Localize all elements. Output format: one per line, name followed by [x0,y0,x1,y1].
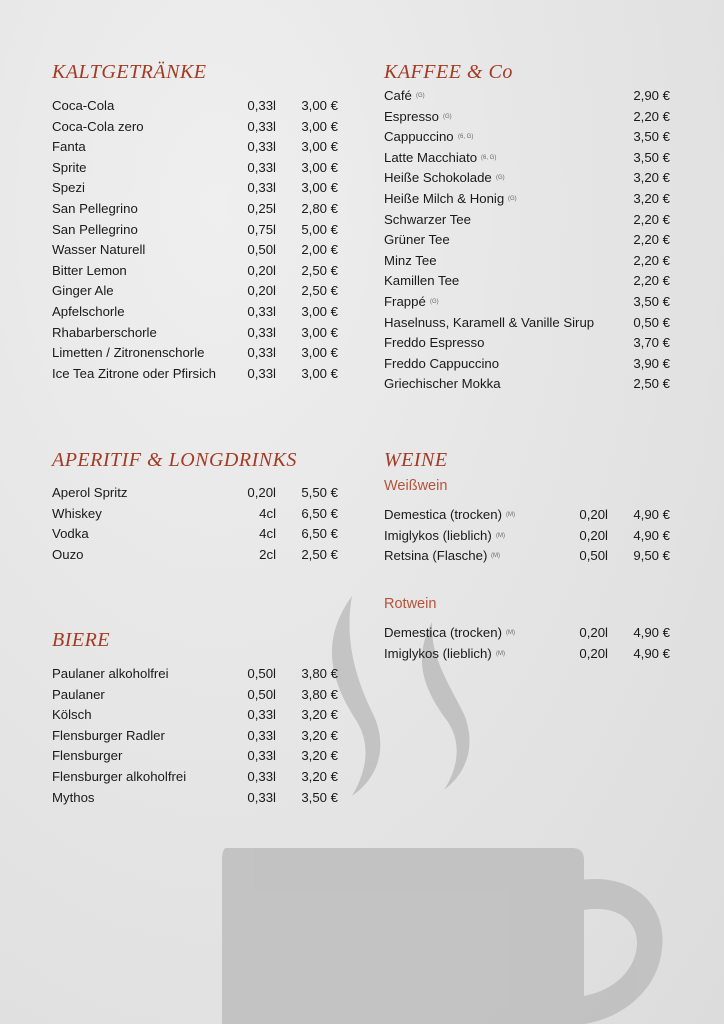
item-price: 3,00 € [301,98,338,113]
item-name: Wasser Naturell [52,242,146,258]
allergen-tag: (6, G) [458,134,474,141]
menu-item [52,788,338,809]
item-size: 0,33l [247,789,276,805]
item-price: 5,50 € [301,485,338,500]
item-name: Schwarzer Tee [384,211,471,227]
item-name: Freddo Espresso [384,335,485,351]
item-size: 0,33l [247,748,276,764]
aperitif-heading: APERITIF & LONGDRINKS [52,449,297,471]
item-price: 2,80 € [301,201,338,216]
item-name: Imiglykos (lieblich) [384,527,492,543]
item-name: Fanta [52,139,86,155]
item-price: 3,80 € [301,686,338,702]
item-name: Flensburger [52,748,123,764]
item-size: 0,20l [247,485,276,500]
menu-item [52,664,338,685]
kaltgetraenke-heading: KALTGETRÄNKE [52,61,207,83]
item-size: 4cl [259,505,276,521]
item-name: Imiglykos (lieblich) [384,645,492,661]
allergen-tag: (G) [508,196,517,202]
item-price: 3,00 € [301,365,338,381]
menu-item [384,292,670,313]
allergen-tag: (6, G) [481,154,497,161]
item-size: 0,75l [247,221,276,237]
menu-item [52,240,338,261]
menu-item [52,158,338,179]
menu-item [52,302,338,323]
item-name: Retsina (Flasche) [384,548,488,564]
item-price: 4,90 € [633,625,670,640]
item-name: Kamillen Tee [384,273,460,289]
menu-item [384,230,670,251]
item-price: 3,00 € [301,304,338,319]
menu-item [52,343,338,364]
item-size: 0,50l [579,548,608,564]
item-price: 6,50 € [301,526,338,542]
item-size: 0,20l [579,527,608,543]
item-name: Bitter Lemon [52,262,127,278]
menu-item [384,333,670,354]
item-name: Minz Tee [384,252,437,268]
item-name: Vodka [52,526,89,542]
item-size: 0,20l [579,625,608,640]
item-price: 3,20 € [633,170,670,186]
item-price: 3,00 € [301,345,338,361]
menu-item [52,220,338,241]
item-name: Coca-Cola [52,98,115,113]
menu-item [52,323,338,344]
allergen-tag: (M) [491,553,500,560]
item-price: 3,20 € [301,769,338,784]
menu-item [384,526,670,547]
item-price: 2,20 € [633,211,670,227]
menu-item [52,767,338,788]
item-size: 0,20l [579,645,608,661]
item-name: Coca-Cola zero [52,118,144,134]
item-price: 3,70 € [633,335,670,351]
item-price: 3,50 € [301,789,338,805]
item-price: 3,50 € [633,129,670,145]
menu-item [52,117,338,138]
allergen-tag: (G) [443,113,452,120]
item-name: Espresso [384,108,439,124]
item-name: Frappé [384,294,426,309]
menu-item [384,251,670,272]
menu-item [384,374,670,395]
rotwein-subheading: Rotwein [384,596,437,612]
item-name: Haselnuss, Karamell & Vanille Sirup [384,314,595,330]
kaffee-heading: KAFFEE & Co [384,61,513,83]
menu-item [384,546,670,567]
menu-item [52,483,338,504]
item-size: 0,50l [247,242,276,258]
item-name: Grüner Tee [384,232,450,248]
item-price: 0,50 € [633,314,670,330]
menu-item [52,261,338,282]
item-price: 3,80 € [301,666,338,681]
menu-item [384,644,670,665]
menu-item [52,281,338,302]
item-name: Ouzo [52,546,84,562]
item-name: Mythos [52,789,95,805]
item-size: 0,20l [247,283,276,299]
item-name: Flensburger alkoholfrei [52,769,187,784]
item-size: 0,33l [247,159,276,175]
item-name: Flensburger Radler [52,727,165,743]
item-name: Heiße Schokolade [384,170,492,186]
item-price: 9,50 € [633,548,670,564]
allergen-tag: (G) [496,175,505,182]
item-price: 4,90 € [633,507,670,522]
menu-item [52,705,338,726]
item-size: 0,33l [247,769,276,784]
item-size: 2cl [259,546,276,562]
item-size: 0,20l [579,507,608,522]
menu-item [52,137,338,158]
menu-item [52,364,338,385]
item-name: Café [384,88,412,103]
item-name: Ginger Ale [52,283,114,299]
menu-item [52,504,338,525]
item-price: 3,00 € [301,324,338,340]
item-price: 2,50 € [301,283,338,299]
item-size: 0,33l [247,707,276,723]
item-size: 0,20l [247,262,276,278]
weine-heading: WEINE [384,449,448,471]
item-name: Rhabarberschorle [52,324,157,340]
menu-item [384,189,670,210]
allergen-tag: (M) [496,532,505,539]
item-name: Paulaner [52,686,105,702]
item-price: 2,90 € [633,88,670,103]
allergen-tag: (G) [416,93,425,99]
item-price: 3,20 € [301,748,338,764]
item-size: 0,33l [247,98,276,113]
menu-item [384,168,670,189]
item-size: 0,33l [247,324,276,340]
menu-item [384,354,670,375]
menu-item [52,178,338,199]
item-size: 0,33l [247,180,276,196]
menu-item [384,127,670,148]
item-price: 3,20 € [301,707,338,723]
menu-item [384,313,670,334]
item-size: 0,50l [247,666,276,681]
item-name: Ice Tea Zitrone oder Pfirsich [52,365,216,381]
item-price: 3,00 € [301,159,338,175]
item-price: 3,00 € [301,118,338,134]
allergen-tag: (M) [496,650,505,657]
biere-heading: BIERE [52,629,111,651]
item-name: Limetten / Zitronenschorle [52,345,205,361]
menu-item [384,86,670,107]
allergen-tag: (G) [430,299,439,305]
item-price: 2,20 € [633,232,670,248]
menu-item [52,96,338,117]
item-name: Cappuccino [384,129,454,145]
item-price: 5,00 € [301,221,338,237]
item-size: 4cl [259,526,276,542]
item-name: Paulaner alkoholfrei [52,666,169,681]
allergen-tag: (M) [506,512,515,518]
menu-item [52,199,338,220]
menu-item [52,746,338,767]
item-size: 0,25l [247,201,276,216]
item-size: 0,33l [247,118,276,134]
item-name: Whiskey [52,505,102,521]
item-name: San Pellegrino [52,221,138,237]
item-name: San Pellegrino [52,201,138,216]
item-size: 0,33l [247,345,276,361]
menu-item [52,685,338,706]
item-price: 3,20 € [633,191,670,206]
menu-item [384,210,670,231]
menu-item [384,148,670,169]
menu-item [52,524,338,545]
item-name: Spezi [52,180,85,196]
item-price: 2,20 € [633,273,670,289]
item-name: Griechischer Mokka [384,376,501,392]
allergen-tag: (M) [506,630,515,636]
item-name: Apfelschorle [52,304,125,319]
item-price: 2,20 € [633,108,670,124]
item-size: 0,33l [247,727,276,743]
item-name: Kölsch [52,707,92,723]
item-name: Demestica (trocken) [384,625,502,640]
item-price: 3,00 € [301,180,338,196]
item-price: 2,50 € [633,376,670,392]
item-price: 6,50 € [301,505,338,521]
item-name: Heiße Milch & Honig [384,191,505,206]
item-price: 4,90 € [633,645,670,661]
item-name: Sprite [52,159,87,175]
item-name: Latte Macchiato [384,149,478,165]
item-price: 2,50 € [301,546,338,562]
weisswein-subheading: Weißwein [384,478,448,494]
item-price: 3,50 € [633,294,670,309]
item-name: Aperol Spritz [52,485,128,500]
item-size: 0,33l [247,139,276,155]
item-price: 3,90 € [633,355,670,371]
item-price: 3,00 € [301,139,338,155]
item-price: 2,50 € [301,262,338,278]
menu-item [384,505,670,526]
menu-item [384,107,670,128]
menu-item [384,271,670,292]
item-price: 2,00 € [301,242,338,258]
item-name: Freddo Cappuccino [384,355,500,371]
item-size: 0,33l [247,365,276,381]
item-size: 0,50l [247,686,276,702]
item-price: 4,90 € [633,527,670,543]
menu-item [52,545,338,566]
menu-item [384,623,670,644]
item-price: 2,20 € [633,252,670,268]
menu-item [52,726,338,747]
item-price: 3,20 € [301,727,338,743]
item-size: 0,33l [247,304,276,319]
item-name: Demestica (trocken) [384,507,502,522]
item-price: 3,50 € [633,149,670,165]
